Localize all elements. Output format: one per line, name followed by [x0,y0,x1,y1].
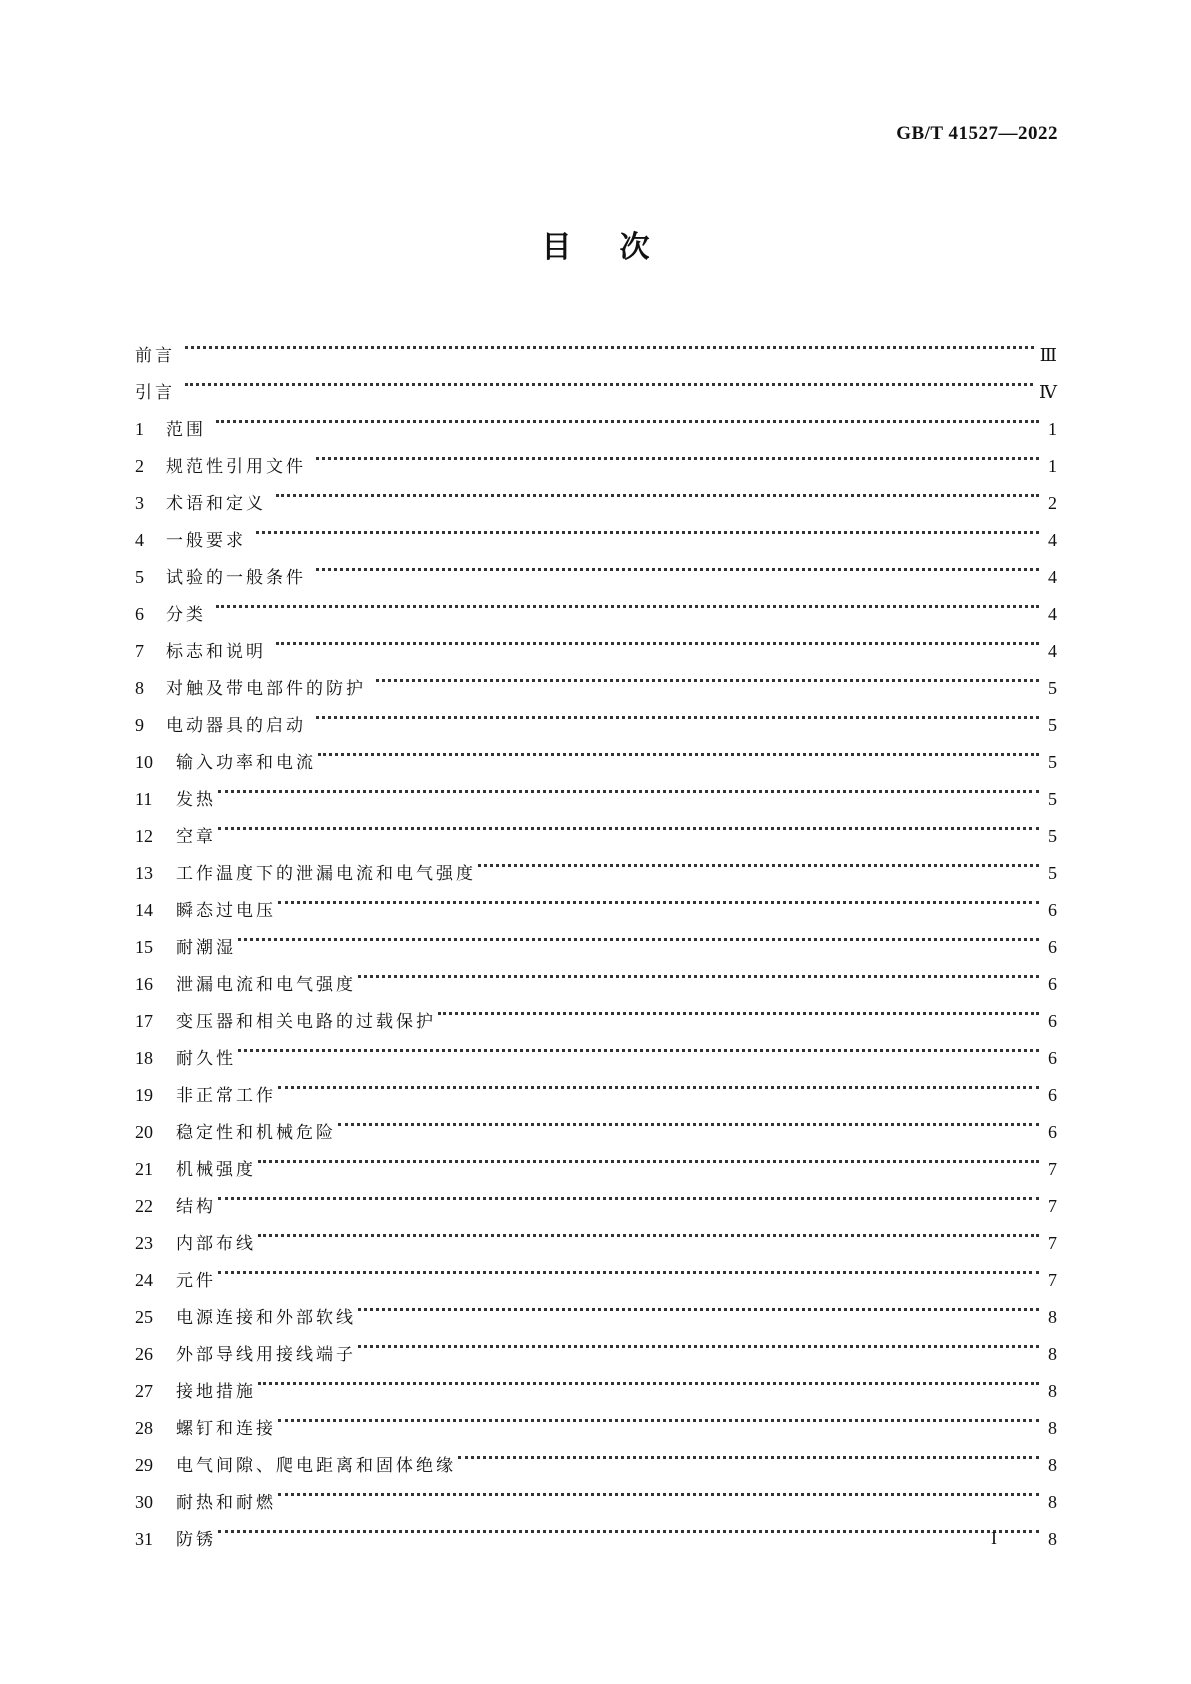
toc-entry-label: 发热 [176,790,216,810]
toc-entry-number: 25 [135,1307,153,1327]
toc-entry-page: 1 [1048,456,1057,476]
toc-entry-page: 6 [1048,974,1057,994]
toc-entry-page: 5 [1048,752,1057,772]
toc-entry-page: 4 [1048,641,1057,661]
toc-dot-leader [356,953,1045,990]
toc-entry[interactable] [135,657,1057,699]
toc-entry-number: 24 [135,1270,153,1290]
toc-entry-number: 14 [135,900,153,920]
toc-entry-label: 对触及带电部件的防护 [166,679,366,699]
toc-entry-label: 标志和说明 [166,642,266,662]
toc-entry-label: 引言 [135,383,175,403]
toc-entry[interactable] [135,509,1057,551]
toc-entry-page: 8 [1048,1381,1057,1401]
toc-entry[interactable] [135,768,1057,810]
toc-dot-leader [274,620,1045,657]
toc-entry-label: 范围 [166,420,206,440]
toc-entry-label: 一般要求 [166,531,246,551]
toc-entry-page: 7 [1048,1196,1057,1216]
toc-entry[interactable] [135,1138,1057,1180]
toc-entry[interactable] [135,546,1057,588]
toc-entry-number: 18 [135,1048,153,1068]
toc-entry-page: 6 [1048,900,1057,920]
toc-entry-number: 21 [135,1159,153,1179]
toc-entry-page: 4 [1048,530,1057,550]
toc-entry-number: 10 [135,752,153,772]
toc-entry-number: 19 [135,1085,153,1105]
toc-entry[interactable] [135,472,1057,514]
toc-entry-label: 变压器和相关电路的过载保护 [176,1012,436,1032]
toc-entry-number: 6 [135,604,144,624]
toc-entry-page: 8 [1048,1307,1057,1327]
toc-entry-page: 5 [1048,789,1057,809]
toc-entry[interactable] [135,435,1057,477]
toc-entry-label: 术语和定义 [166,494,266,514]
toc-dot-leader [216,768,1045,805]
toc-entry[interactable] [135,324,1057,366]
standard-code: GB/T 41527—2022 [896,123,1058,144]
toc-entry-page: 4 [1048,604,1057,624]
toc-dot-leader [214,583,1045,620]
toc-entry-number: 22 [135,1196,153,1216]
toc-entry-number: 27 [135,1381,153,1401]
toc-dot-leader [256,1360,1045,1397]
toc-entry-number: 17 [135,1011,153,1031]
toc-entry-page: 6 [1048,1085,1057,1105]
toc-dot-leader [216,1249,1045,1286]
toc-dot-leader [216,1175,1045,1212]
toc-entry-page: 8 [1048,1492,1057,1512]
toc-entry-label: 机械强度 [176,1160,256,1180]
toc-entry[interactable] [135,1360,1057,1402]
toc-entry-label: 规范性引用文件 [166,457,306,477]
toc-entry-number: 7 [135,641,144,661]
toc-entry-page: Ⅳ [1039,382,1057,402]
page-title: 目次 [541,230,698,265]
toc-entry-page: 6 [1048,1122,1057,1142]
toc-entry-number: 29 [135,1455,153,1475]
toc-entry-label: 稳定性和机械危险 [176,1123,336,1143]
toc-dot-leader [276,1471,1045,1508]
toc-entry-label: 结构 [176,1197,216,1217]
toc-entry-label: 空章 [176,827,216,847]
toc-entry-number: 31 [135,1529,153,1549]
toc-entry-label: 电气间隙、爬电距离和固体绝缘 [176,1456,456,1476]
toc-entry-page: 6 [1048,1048,1057,1068]
toc-entry[interactable] [135,398,1057,440]
toc-entry-page: 7 [1048,1233,1057,1253]
toc-entry-number: 28 [135,1418,153,1438]
toc-entry-page: 7 [1048,1270,1057,1290]
toc-entry-page: 5 [1048,826,1057,846]
toc-dot-leader [274,472,1045,509]
toc-dot-leader [256,1212,1045,1249]
toc-entry-label: 电源连接和外部软线 [176,1308,356,1328]
toc-dot-leader [183,361,1039,398]
toc-entry-page: 8 [1048,1529,1057,1549]
toc-entry-number: 9 [135,715,144,735]
toc-entry-label: 电动器具的启动 [166,716,306,736]
toc-entry-page: 2 [1048,493,1057,513]
toc-dot-leader [276,1064,1045,1101]
toc-dot-leader [214,398,1045,435]
toc-dot-leader [236,916,1045,953]
toc-entry-page: 6 [1048,1011,1057,1031]
toc-entry-label: 内部布线 [176,1234,256,1254]
toc-entry-number: 4 [135,530,144,550]
toc-entry[interactable] [135,620,1057,662]
toc-dot-leader [356,1323,1045,1360]
toc-dot-leader [254,509,1045,546]
toc-entry-number: 23 [135,1233,153,1253]
toc-entry-number: 15 [135,937,153,957]
toc-entry[interactable] [135,1212,1057,1254]
toc-entry-label: 螺钉和连接 [176,1419,276,1439]
toc-entry[interactable] [135,583,1057,625]
toc-entry-number: 8 [135,678,144,698]
toc-entry-number: 16 [135,974,153,994]
toc-entry-page: 8 [1048,1344,1057,1364]
toc-entry-label: 泄漏电流和电气强度 [176,975,356,995]
toc-entry[interactable] [135,842,1057,884]
toc-dot-leader [314,694,1045,731]
toc-entry-label: 耐久性 [176,1049,236,1069]
toc-entry-label: 瞬态过电压 [176,901,276,921]
toc-dot-leader [356,1286,1045,1323]
toc-dot-leader [183,324,1040,361]
toc-entry-number: 2 [135,456,144,476]
toc-entry-number: 1 [135,419,144,439]
table-of-contents [135,324,1057,1550]
toc-entry-page: 7 [1048,1159,1057,1179]
toc-entry[interactable] [135,1175,1057,1217]
toc-dot-leader [216,805,1045,842]
toc-entry-label: 工作温度下的泄漏电流和电气强度 [176,864,476,884]
toc-entry[interactable] [135,805,1057,847]
toc-entry[interactable] [135,1508,1057,1550]
toc-entry-label: 元件 [176,1271,216,1291]
toc-entry-label: 耐热和耐燃 [176,1493,276,1513]
toc-dot-leader [456,1434,1045,1471]
toc-dot-leader [316,731,1045,768]
toc-entry-page: 5 [1048,715,1057,735]
toc-entry[interactable] [135,1397,1057,1439]
toc-dot-leader [276,1397,1045,1434]
toc-entry[interactable] [135,916,1057,958]
toc-entry-number: 26 [135,1344,153,1364]
toc-entry-page: 4 [1048,567,1057,587]
toc-dot-leader [436,990,1045,1027]
toc-entry-number: 30 [135,1492,153,1512]
toc-dot-leader [336,1101,1045,1138]
toc-entry-label: 接地措施 [176,1382,256,1402]
toc-dot-leader [276,879,1045,916]
toc-entry[interactable] [135,1249,1057,1291]
toc-entry-label: 前言 [135,346,175,366]
toc-dot-leader [314,435,1045,472]
toc-entry[interactable] [135,953,1057,995]
toc-entry-label: 防锈 [176,1530,216,1550]
toc-entry-label: 非正常工作 [176,1086,276,1106]
toc-entry-page: 8 [1048,1418,1057,1438]
toc-dot-leader [216,1508,1045,1545]
toc-entry[interactable] [135,1027,1057,1069]
toc-entry-number: 5 [135,567,144,587]
toc-entry-page: 8 [1048,1455,1057,1475]
page-number: I [991,1528,997,1548]
toc-entry-number: 12 [135,826,153,846]
toc-entry-number: 3 [135,493,144,513]
toc-entry-page: Ⅲ [1039,345,1057,365]
toc-entry-page: 5 [1048,678,1057,698]
toc-entry-label: 输入功率和电流 [176,753,316,773]
toc-entry-label: 外部导线用接线端子 [176,1345,356,1365]
toc-entry[interactable] [135,361,1057,403]
toc-entry-page: 5 [1048,863,1057,883]
toc-dot-leader [374,657,1045,694]
toc-entry-number: 13 [135,863,153,883]
toc-entry[interactable] [135,1064,1057,1106]
toc-entry[interactable] [135,1286,1057,1328]
toc-dot-leader [236,1027,1045,1064]
toc-entry-number: 11 [135,789,153,809]
toc-entry-page: 1 [1048,419,1057,439]
toc-entry-label: 分类 [166,605,206,625]
toc-dot-leader [256,1138,1045,1175]
toc-entry-number: 20 [135,1122,153,1142]
toc-dot-leader [476,842,1045,879]
toc-entry-label: 试验的一般条件 [166,568,306,588]
toc-entry-page: 6 [1048,937,1057,957]
toc-entry-label: 耐潮湿 [176,938,236,958]
toc-dot-leader [314,546,1045,583]
